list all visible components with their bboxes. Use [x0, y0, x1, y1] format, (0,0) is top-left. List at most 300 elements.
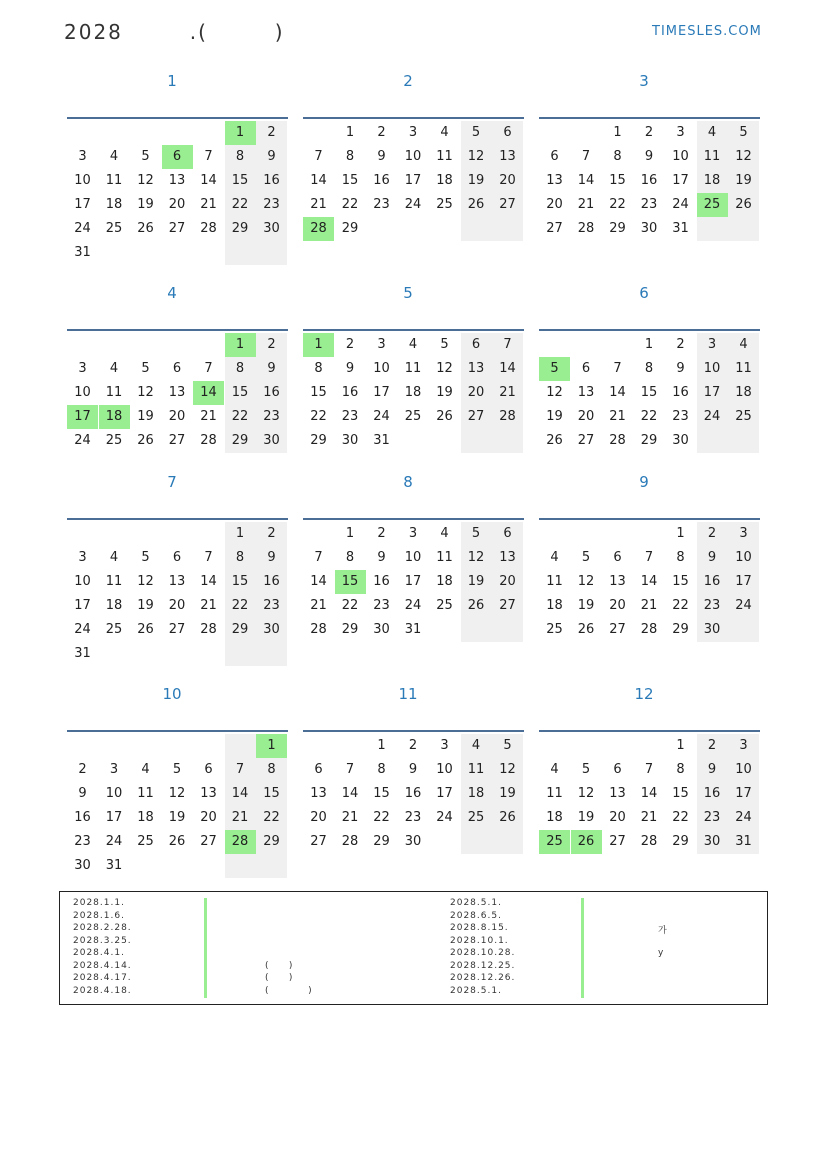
day-cell: 22 — [225, 594, 256, 618]
day-cell: 15 — [335, 570, 366, 594]
holiday-date: 2028.12.25. — [450, 960, 516, 971]
day-cell: 13 — [492, 546, 523, 570]
day-cell: 14 — [193, 381, 224, 405]
day-cell: 26 — [728, 193, 759, 217]
day-cell: 14 — [609, 385, 626, 400]
day-cell: 5 — [141, 361, 150, 376]
day-cell: 28 — [609, 433, 626, 448]
day-cell: 21 — [640, 810, 658, 825]
day-cell: 9 — [697, 758, 728, 782]
day-cell: 24 — [728, 806, 759, 830]
day-cell: 4 — [109, 550, 119, 565]
empty-cell — [256, 642, 287, 666]
day-cell: 29 — [225, 618, 256, 642]
page-title: 2028 .( ) — [64, 20, 285, 44]
holiday-row — [450, 898, 760, 911]
day-cell: 20 — [168, 197, 186, 212]
day-cell: 7 — [204, 361, 213, 376]
day-cell: 6 — [613, 762, 622, 777]
day-cell: 18 — [546, 598, 563, 613]
month-title: 10 — [162, 685, 182, 703]
holiday-name: ( ) — [265, 985, 313, 996]
day-cell: 23 — [672, 409, 689, 424]
month-7 — [67, 473, 289, 673]
day-cell: 30 — [373, 622, 390, 637]
empty-cell — [225, 642, 256, 666]
empty-cell — [461, 618, 492, 642]
day-cell: 22 — [225, 193, 256, 217]
day-cell: 22 — [640, 409, 658, 424]
day-cell: 22 — [609, 197, 626, 212]
day-cell: 27 — [200, 834, 217, 849]
day-cell: 29 — [373, 834, 390, 849]
day-cell: 12 — [461, 145, 492, 169]
day-cell: 31 — [404, 622, 422, 637]
holiday-row — [73, 948, 413, 961]
day-cell: 11 — [461, 758, 492, 782]
empty-cell — [492, 429, 523, 453]
day-cell: 3 — [377, 337, 386, 352]
month-2 — [303, 72, 525, 272]
day-cell: 18 — [697, 169, 728, 193]
day-cell: 10 — [404, 550, 422, 565]
holiday-row — [73, 923, 413, 936]
day-cell: 8 — [377, 762, 386, 777]
day-cell: 26 — [137, 221, 154, 236]
holiday-marker — [204, 923, 207, 936]
day-cell: 8 — [644, 361, 654, 376]
month-divider — [67, 329, 288, 331]
holiday-date: 2028.12.26. — [450, 973, 516, 983]
empty-cell — [461, 830, 492, 854]
day-cell: 24 — [672, 197, 689, 212]
day-cell: 21 — [609, 409, 626, 424]
empty-cell — [461, 429, 492, 453]
day-cell: 11 — [436, 550, 453, 565]
day-cell: 18 — [137, 810, 154, 825]
day-cell: 7 — [644, 762, 654, 777]
day-cell: 23 — [640, 197, 658, 212]
month-divider — [539, 117, 760, 119]
month-divider — [67, 518, 288, 520]
holiday-row — [450, 911, 760, 924]
day-cell: 9 — [256, 357, 287, 381]
day-cell: 11 — [137, 786, 154, 801]
holiday-name: ( ) — [265, 973, 294, 983]
day-cell: 17 — [74, 197, 91, 212]
day-cell: 9 — [408, 762, 418, 777]
day-cell: 19 — [461, 570, 492, 594]
month-title: 3 — [639, 72, 649, 90]
day-cell: 4 — [141, 762, 150, 777]
day-cell: 24 — [436, 810, 453, 825]
day-cell: 13 — [492, 145, 523, 169]
day-cell: 28 — [640, 834, 658, 849]
day-cell: 25 — [436, 197, 453, 212]
day-cell: 21 — [577, 197, 595, 212]
day-cell: 5 — [728, 121, 759, 145]
holiday-row — [450, 961, 760, 974]
holiday-row — [73, 898, 413, 911]
day-cell: 23 — [256, 405, 287, 429]
day-cell: 4 — [550, 762, 559, 777]
day-cell: 14 — [225, 782, 256, 806]
day-cell: 28 — [577, 221, 595, 236]
day-cell: 18 — [436, 574, 453, 589]
day-cell: 2 — [377, 125, 386, 140]
day-cell: 8 — [225, 357, 256, 381]
day-cell: 12 — [577, 574, 595, 589]
day-cell: 7 — [204, 149, 213, 164]
day-cell: 4 — [440, 125, 449, 140]
day-cell: 21 — [310, 598, 327, 613]
day-cell: 9 — [78, 786, 87, 801]
day-cell: 25 — [461, 806, 492, 830]
day-cell: 29 — [672, 834, 689, 849]
day-cell: 12 — [436, 361, 453, 376]
day-cell: 23 — [697, 594, 728, 618]
day-cell: 4 — [440, 526, 449, 541]
day-cell: 5 — [539, 357, 570, 381]
day-cell: 1 — [377, 738, 386, 753]
day-cell: 8 — [613, 149, 622, 164]
day-cell: 2 — [697, 522, 728, 546]
month-divider — [303, 730, 524, 732]
day-cell: 9 — [676, 361, 685, 376]
day-cell: 10 — [74, 173, 91, 188]
month-divider — [539, 730, 760, 732]
holiday-row — [73, 973, 413, 986]
day-cell: 20 — [492, 169, 523, 193]
day-cell: 20 — [310, 810, 327, 825]
empty-cell — [697, 429, 728, 453]
day-cell: 8 — [225, 145, 256, 169]
day-cell: 11 — [105, 385, 123, 400]
empty-cell — [256, 854, 287, 878]
day-cell: 2 — [256, 121, 287, 145]
day-cell: 12 — [577, 786, 595, 801]
day-cell: 12 — [137, 173, 154, 188]
day-cell: 19 — [728, 169, 759, 193]
day-cell: 6 — [172, 550, 182, 565]
day-cell: 25 — [105, 221, 123, 236]
day-cell: 5 — [141, 550, 150, 565]
month-3 — [539, 72, 761, 272]
holiday-date: 2028.1.1. — [73, 898, 125, 908]
day-cell: 6 — [204, 762, 213, 777]
day-cell: 28 — [225, 830, 256, 854]
day-cell: 17 — [105, 810, 123, 825]
day-cell: 22 — [225, 405, 256, 429]
month-divider — [303, 518, 524, 520]
day-cell: 31 — [672, 221, 689, 236]
month-title: 2 — [403, 72, 413, 90]
holiday-row — [73, 961, 413, 974]
day-cell: 2 — [345, 337, 355, 352]
day-cell: 2 — [697, 734, 728, 758]
holiday-marker — [581, 973, 584, 986]
day-cell: 16 — [74, 810, 91, 825]
day-cell: 8 — [345, 149, 355, 164]
day-cell: 22 — [310, 409, 327, 424]
day-cell: 1 — [345, 526, 355, 541]
day-cell: 4 — [109, 149, 119, 164]
day-cell: 10 — [697, 357, 728, 381]
holiday-date: 2028.6.5. — [450, 910, 502, 921]
day-cell: 7 — [613, 361, 622, 376]
day-cell: 7 — [314, 149, 323, 164]
holiday-date: 2028.2.28. — [73, 923, 132, 933]
day-cell: 17 — [67, 405, 98, 429]
day-cell: 24 — [697, 405, 728, 429]
holiday-list-right — [450, 898, 760, 998]
day-cell: 26 — [168, 834, 186, 849]
holiday-marker — [204, 961, 207, 974]
day-cell: 27 — [168, 221, 186, 236]
day-cell: 27 — [546, 221, 563, 236]
day-cell: 26 — [577, 622, 595, 637]
day-cell: 29 — [341, 622, 359, 637]
day-cell: 18 — [105, 197, 123, 212]
day-cell: 10 — [74, 574, 91, 589]
brand-logo[interactable]: TIMESLES.COM — [652, 24, 762, 39]
day-cell: 30 — [256, 429, 287, 453]
day-cell: 26 — [492, 806, 523, 830]
day-cell: 9 — [256, 546, 287, 570]
day-cell: 10 — [404, 149, 422, 164]
empty-cell — [256, 241, 287, 265]
empty-cell — [728, 618, 759, 642]
holiday-date: 2028.4.1. — [73, 948, 125, 958]
day-cell: 7 — [581, 149, 591, 164]
month-10 — [67, 685, 289, 885]
month-9 — [539, 473, 761, 673]
day-cell: 17 — [404, 574, 422, 589]
day-cell: 29 — [310, 433, 327, 448]
day-cell: 21 — [200, 409, 217, 424]
day-cell: 14 — [200, 574, 217, 589]
day-cell: 17 — [697, 381, 728, 405]
day-cell: 6 — [314, 762, 323, 777]
holiday-marker — [581, 986, 584, 999]
day-cell: 28 — [640, 622, 658, 637]
day-cell: 29 — [640, 433, 658, 448]
day-cell: 14 — [310, 574, 327, 589]
day-cell: 26 — [571, 830, 602, 854]
day-cell: 13 — [609, 786, 626, 801]
day-cell: 22 — [341, 598, 359, 613]
day-cell: 14 — [200, 173, 217, 188]
day-cell: 30 — [256, 217, 287, 241]
day-cell: 5 — [581, 762, 591, 777]
day-cell: 9 — [377, 149, 386, 164]
day-cell: 28 — [492, 405, 523, 429]
day-cell: 6 — [581, 361, 591, 376]
day-cell: 5 — [440, 337, 449, 352]
day-cell: 3 — [78, 361, 87, 376]
month-1 — [67, 72, 289, 272]
month-title: 5 — [403, 284, 413, 302]
day-cell: 21 — [225, 806, 256, 830]
day-cell: 28 — [200, 433, 217, 448]
day-cell: 1 — [613, 125, 622, 140]
empty-cell — [492, 830, 523, 854]
day-cell: 2 — [408, 738, 418, 753]
day-cell: 6 — [613, 550, 622, 565]
day-cell: 13 — [310, 786, 327, 801]
day-cell: 25 — [105, 622, 123, 637]
day-cell: 27 — [492, 193, 523, 217]
day-cell: 14 — [577, 173, 595, 188]
day-cell: 31 — [74, 646, 91, 661]
day-cell: 28 — [200, 622, 217, 637]
day-cell: 20 — [577, 409, 595, 424]
day-cell: 20 — [492, 570, 523, 594]
day-cell: 13 — [609, 574, 626, 589]
holiday-date: 2028.3.25. — [73, 935, 132, 946]
day-cell: 16 — [373, 574, 390, 589]
day-cell: 17 — [404, 173, 422, 188]
day-cell: 29 — [256, 830, 287, 854]
day-cell: 20 — [168, 409, 186, 424]
day-cell: 20 — [461, 381, 492, 405]
day-cell: 13 — [200, 786, 217, 801]
day-cell: 12 — [546, 385, 563, 400]
day-cell: 18 — [461, 782, 492, 806]
day-cell: 15 — [225, 381, 256, 405]
day-cell: 25 — [539, 830, 570, 854]
day-cell: 1 — [303, 333, 334, 357]
month-4 — [67, 284, 289, 484]
day-cell: 12 — [492, 758, 523, 782]
day-cell: 2 — [377, 526, 386, 541]
day-cell: 24 — [74, 433, 91, 448]
day-cell: 26 — [461, 594, 492, 618]
day-cell: 17 — [672, 173, 689, 188]
day-cell: 3 — [78, 550, 87, 565]
day-cell: 6 — [492, 522, 523, 546]
day-cell: 16 — [256, 169, 287, 193]
day-cell: 3 — [408, 526, 418, 541]
day-cell: 4 — [461, 734, 492, 758]
day-cell: 16 — [373, 173, 390, 188]
day-cell: 5 — [172, 762, 182, 777]
month-title: 11 — [398, 685, 418, 703]
day-cell: 21 — [200, 598, 217, 613]
day-cell: 11 — [546, 786, 563, 801]
day-cell: 4 — [109, 361, 119, 376]
day-cell: 14 — [640, 574, 658, 589]
day-cell: 30 — [74, 858, 91, 873]
day-cell: 16 — [256, 570, 287, 594]
day-cell: 25 — [697, 193, 728, 217]
day-cell: 15 — [256, 782, 287, 806]
day-cell: 8 — [314, 361, 323, 376]
day-cell: 13 — [168, 173, 186, 188]
day-cell: 31 — [728, 830, 759, 854]
day-cell: 21 — [640, 598, 658, 613]
day-cell: 7 — [492, 333, 523, 357]
day-cell: 30 — [640, 221, 658, 236]
holiday-row — [73, 986, 413, 999]
day-cell: 24 — [74, 221, 91, 236]
day-cell: 26 — [461, 193, 492, 217]
day-cell: 21 — [200, 197, 217, 212]
day-cell: 28 — [341, 834, 359, 849]
day-cell: 16 — [256, 381, 287, 405]
day-cell: 29 — [609, 221, 626, 236]
day-cell: 19 — [168, 810, 186, 825]
day-cell: 13 — [546, 173, 563, 188]
day-cell: 20 — [200, 810, 217, 825]
day-cell: 1 — [256, 734, 287, 758]
day-cell: 27 — [609, 622, 626, 637]
holiday-marker — [581, 936, 584, 949]
day-cell: 8 — [225, 546, 256, 570]
day-cell: 16 — [341, 385, 359, 400]
day-cell: 1 — [225, 333, 256, 357]
day-cell: 25 — [137, 834, 154, 849]
day-cell: 15 — [609, 173, 626, 188]
day-cell: 6 — [550, 149, 559, 164]
day-cell: 6 — [492, 121, 523, 145]
day-cell: 3 — [676, 125, 685, 140]
day-cell: 1 — [225, 522, 256, 546]
day-cell: 7 — [345, 762, 355, 777]
holiday-row — [450, 973, 760, 986]
day-cell: 16 — [672, 385, 689, 400]
day-cell: 31 — [373, 433, 390, 448]
day-cell: 30 — [697, 830, 728, 854]
day-cell: 20 — [546, 197, 563, 212]
day-cell: 12 — [461, 546, 492, 570]
day-cell: 29 — [672, 622, 689, 637]
day-cell: 23 — [373, 197, 390, 212]
day-cell: 11 — [546, 574, 563, 589]
month-title: 9 — [639, 473, 649, 491]
holiday-row — [450, 948, 760, 961]
day-cell: 19 — [577, 598, 595, 613]
day-cell: 21 — [492, 381, 523, 405]
holiday-marker — [581, 948, 584, 961]
holiday-date: 2028.4.17. — [73, 973, 132, 983]
day-cell: 20 — [609, 810, 626, 825]
holiday-list — [59, 891, 768, 1005]
day-cell: 4 — [550, 550, 559, 565]
holiday-date: 2028.8.15. — [450, 923, 509, 933]
day-cell: 17 — [373, 385, 390, 400]
day-cell: 23 — [256, 193, 287, 217]
day-cell: 24 — [74, 622, 91, 637]
day-cell: 29 — [341, 221, 359, 236]
day-cell: 10 — [373, 361, 390, 376]
day-cell: 4 — [697, 121, 728, 145]
day-cell: 14 — [640, 786, 658, 801]
day-cell: 13 — [461, 357, 492, 381]
holiday-marker — [204, 911, 207, 924]
day-cell: 15 — [640, 385, 658, 400]
holiday-marker — [581, 961, 584, 974]
day-cell: 10 — [105, 786, 123, 801]
day-cell: 6 — [172, 361, 182, 376]
month-12 — [539, 685, 761, 885]
month-divider — [539, 329, 760, 331]
month-6 — [539, 284, 761, 484]
holiday-row — [73, 936, 413, 949]
day-cell: 21 — [341, 810, 359, 825]
month-divider — [67, 730, 288, 732]
day-cell: 1 — [676, 526, 685, 541]
